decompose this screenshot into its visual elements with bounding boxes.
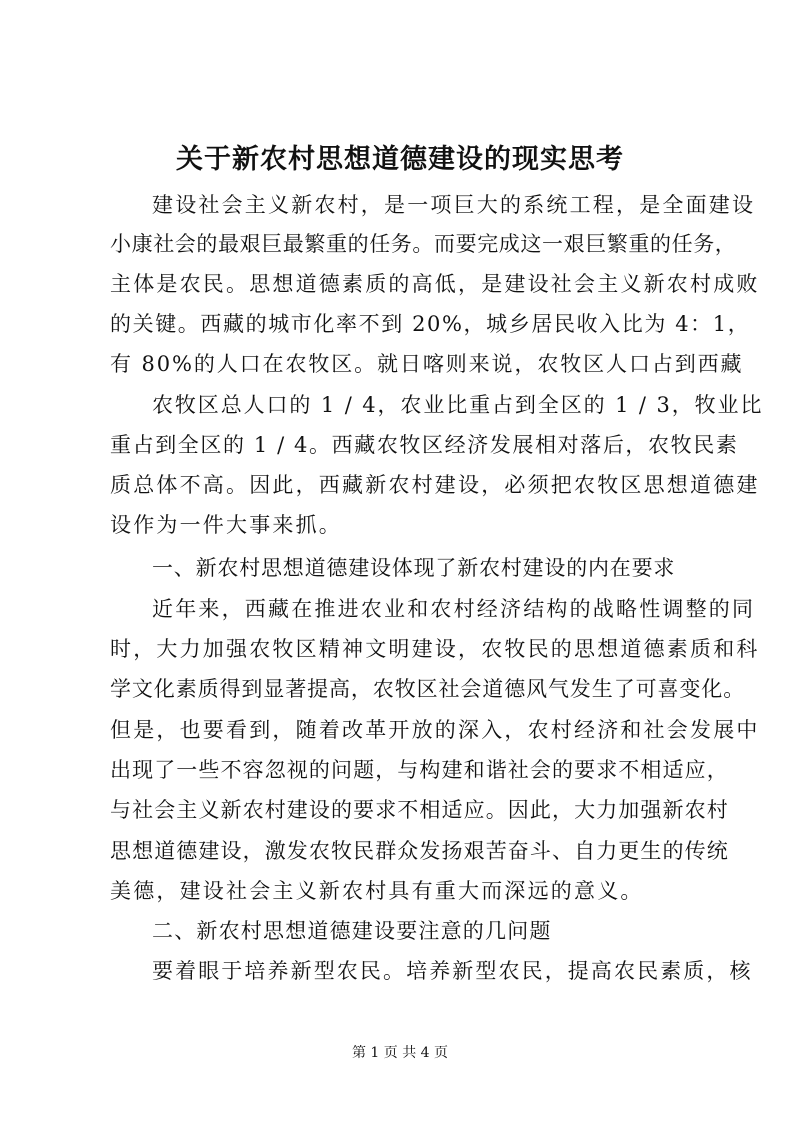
text-line: 要着眼于培养新型农民。培养新型农民，提高农民素质，核 <box>152 959 753 983</box>
text-line: 学文化素质得到显著提高，农牧区社会道德风气发生了可喜变化。 <box>110 677 746 701</box>
text-line: 有 80%的人口在农牧区。就日喀则来说，农牧区人口占到西藏 <box>110 352 744 376</box>
text-line: 出现了一些不容忽视的问题，与构建和谐社会的要求不相适应， <box>110 758 729 782</box>
text-line: 思想道德建设，激发农牧民群众发扬艰苦奋斗、自力更生的传统 <box>110 839 729 863</box>
text-line: 但是，也要看到，随着改革开放的深入，农村经济和社会发展中 <box>110 718 760 742</box>
text-line: 农牧区总人口的 1 / 4，农业比重占到全区的 1 / 3，牧业比 <box>152 393 764 417</box>
text-line: 主体是农民。思想道德素质的高低，是建设社会主义新农村成败 <box>110 272 760 296</box>
text-line: 小康社会的最艰巨最繁重的任务。而要完成这一艰巨繁重的任务， <box>110 232 737 256</box>
text-line: 重占到全区的 1 / 4。西藏农牧区经济发展相对落后，农牧民素 <box>110 433 739 457</box>
text-line: 时，大力加强农牧区精神文明建设，农牧民的思想道德素质和科 <box>110 637 760 661</box>
text-line: 质总体不高。因此，西藏新农村建设，必须把农牧区思想道德建 <box>110 473 760 497</box>
text-line: 建设社会主义新农村，是一项巨大的系统工程，是全面建设 <box>152 193 756 217</box>
text-line: 与社会主义新农村建设的要求不相适应。因此，大力加强新农村 <box>110 798 729 822</box>
page-number: 第 1 页 共 4 页 <box>351 1045 449 1061</box>
section-heading: 一、新农村思想道德建设体现了新农村建设的内在要求 <box>152 556 676 580</box>
text-line: 近年来，西藏在推进农业和农村经济结构的战略性调整的同 <box>152 597 756 621</box>
section-heading: 二、新农村思想道德建设要注意的几问题 <box>152 919 552 943</box>
text-line: 设作为一件大事来抓。 <box>110 513 342 537</box>
text-line: 的关键。西藏的城市化率不到 20%，城乡居民收入比为 4：1， <box>110 312 751 336</box>
document-title: 关于新农村思想道德建设的现实思考 <box>176 144 624 175</box>
text-line: 美德，建设社会主义新农村具有重大而深远的意义。 <box>110 879 644 903</box>
